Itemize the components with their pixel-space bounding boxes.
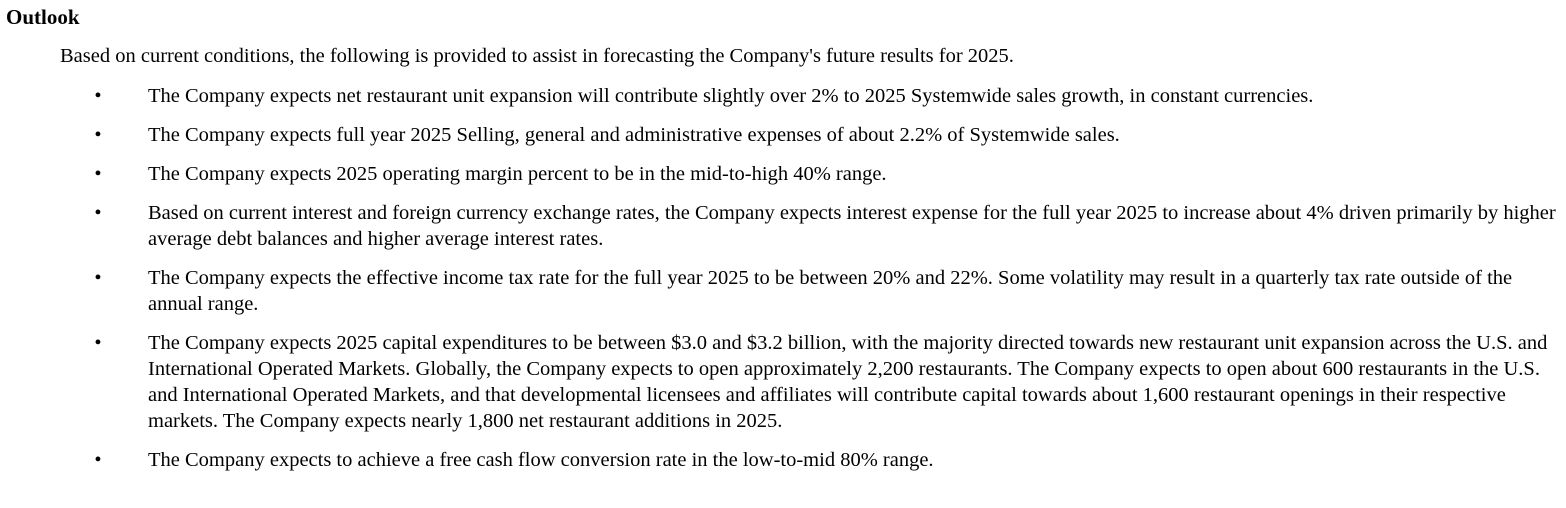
list-item	[0, 161, 1566, 187]
bullet-icon: •	[94, 85, 102, 107]
list-item	[0, 83, 1566, 109]
bullet-icon: •	[94, 124, 102, 146]
list-item-text: Based on current interest and foreign currency exchange rates, the Company expects interest expense for the full year 2025 to increase about 4% driven primarily by higher average debt balances and higher average interest rates.	[148, 202, 1556, 250]
bullet-icon: •	[94, 202, 102, 224]
list-item	[0, 330, 1566, 434]
list-item-text: The Company expects the effective income tax rate for the full year 2025 to be between 20% and 22%. Some volatility may result in a quarterly tax rate outside of the annual range.	[148, 267, 1513, 315]
list-item-text: The Company expects 2025 operating margin percent to be in the mid-to-high 40% range.	[148, 163, 887, 185]
list-item	[0, 200, 1566, 252]
bullet-icon: •	[94, 332, 102, 354]
list-item	[0, 447, 1566, 473]
outlook-bullet-list	[0, 83, 1566, 486]
list-item	[0, 265, 1566, 317]
bullet-icon: •	[94, 267, 102, 289]
list-item-text: The Company expects net restaurant unit expansion will contribute slightly over 2% to 2025 Systemwide sales growth, in constant currencies.	[148, 85, 1314, 107]
bullet-icon: •	[94, 449, 102, 471]
list-item-text: The Company expects to achieve a free cash flow conversion rate in the low-to-mid 80% range.	[148, 449, 934, 471]
list-item-text: The Company expects full year 2025 Selling, general and administrative expenses of about 2.2% of Systemwide sales.	[148, 124, 1120, 146]
section-heading: Outlook	[6, 5, 80, 29]
list-item-text: The Company expects 2025 capital expenditures to be between $3.0 and $3.2 billion, with the majority directed towards new restaurant unit expansion across the U.S. and International Operated Markets. Globally, the Company expects to open approximately 2,200 restaurants. The Company expects to open about 600 restaurants in the U.S. and International Operated Markets, and that developmental licensees and affiliates will contribute capital towards about 1,600 restaurant openings in their respective markets. The Company expects nearly 1,800 net restaurant additions in 2025.	[148, 332, 1548, 432]
intro-paragraph: Based on current conditions, the following is provided to assist in forecasting the Company's future results for 2025.	[60, 45, 1014, 67]
list-item	[0, 122, 1566, 148]
bullet-icon: •	[94, 163, 102, 185]
